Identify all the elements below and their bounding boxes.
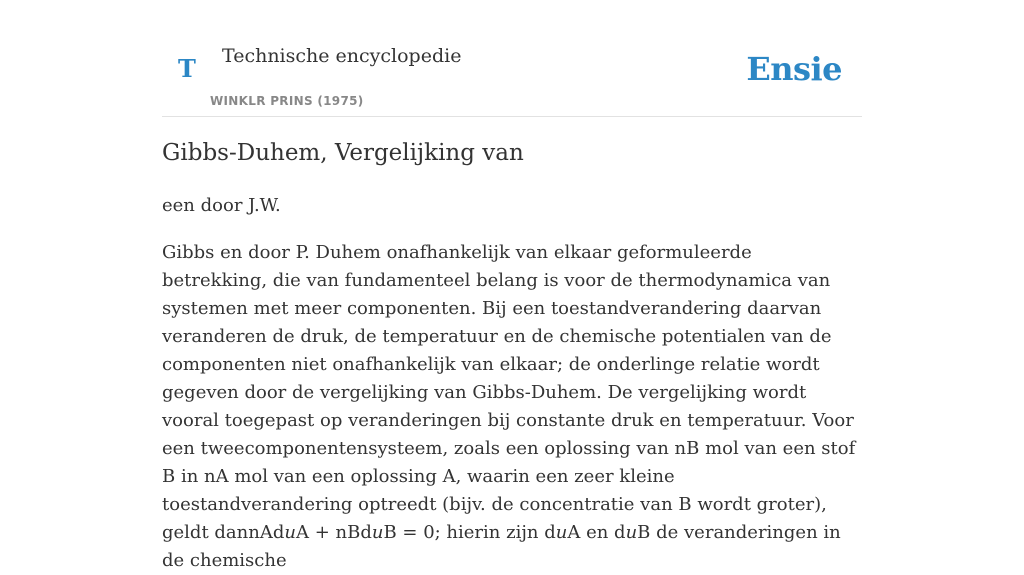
body-text-2: A + nBd	[295, 522, 372, 543]
header	[162, 0, 862, 117]
mu-symbol: u	[625, 522, 638, 543]
article-title: Gibbs-Duhem, Vergelijking van	[162, 140, 524, 166]
body-text-5: B de veranderingen in de chemische	[162, 522, 841, 571]
brand-logo[interactable]: Ensie	[746, 50, 842, 88]
page	[162, 0, 862, 571]
body-text-3: B = 0; hierin zijn d	[383, 522, 556, 543]
article-body	[162, 239, 862, 575]
body-text-1: Gibbs en door P. Duhem onafhankelijk van elkaar geformuleerde betrekking, die van fundamenteel belang is voor de thermodynamica van systemen met meer componenten. Bij een toestandverandering daarvan veranderen de druk, de temperatuur en de chemische potentialen van de componenten niet onafhankelijk van elkaar; de onderlinge relatie wordt gegeven door de vergelijking van Gibbs-Duhem. De vergelijking wordt vooral toegepast op veranderingen bij constante druk en temperatuur. Voor een tweecomponentensysteem, zoals een oplossing van nB mol van een stof B in nA mol van een oplossing A, waarin een zeer kleine toestandverandering optreedt (bijv. de concentratie van B wordt groter), geldt dannAd	[162, 242, 856, 543]
mu-symbol: u	[555, 522, 568, 543]
mu-symbol: u	[284, 522, 296, 543]
publication-subtitle: WINKLR PRINS (1975)	[210, 94, 364, 108]
article-intro: een door J.W.	[162, 195, 281, 216]
publication-title[interactable]: Technische encyclopedie	[222, 45, 462, 67]
mu-symbol: u	[371, 522, 384, 543]
publication-logo[interactable]: T	[178, 54, 196, 83]
body-text-4: A en d	[567, 522, 626, 543]
